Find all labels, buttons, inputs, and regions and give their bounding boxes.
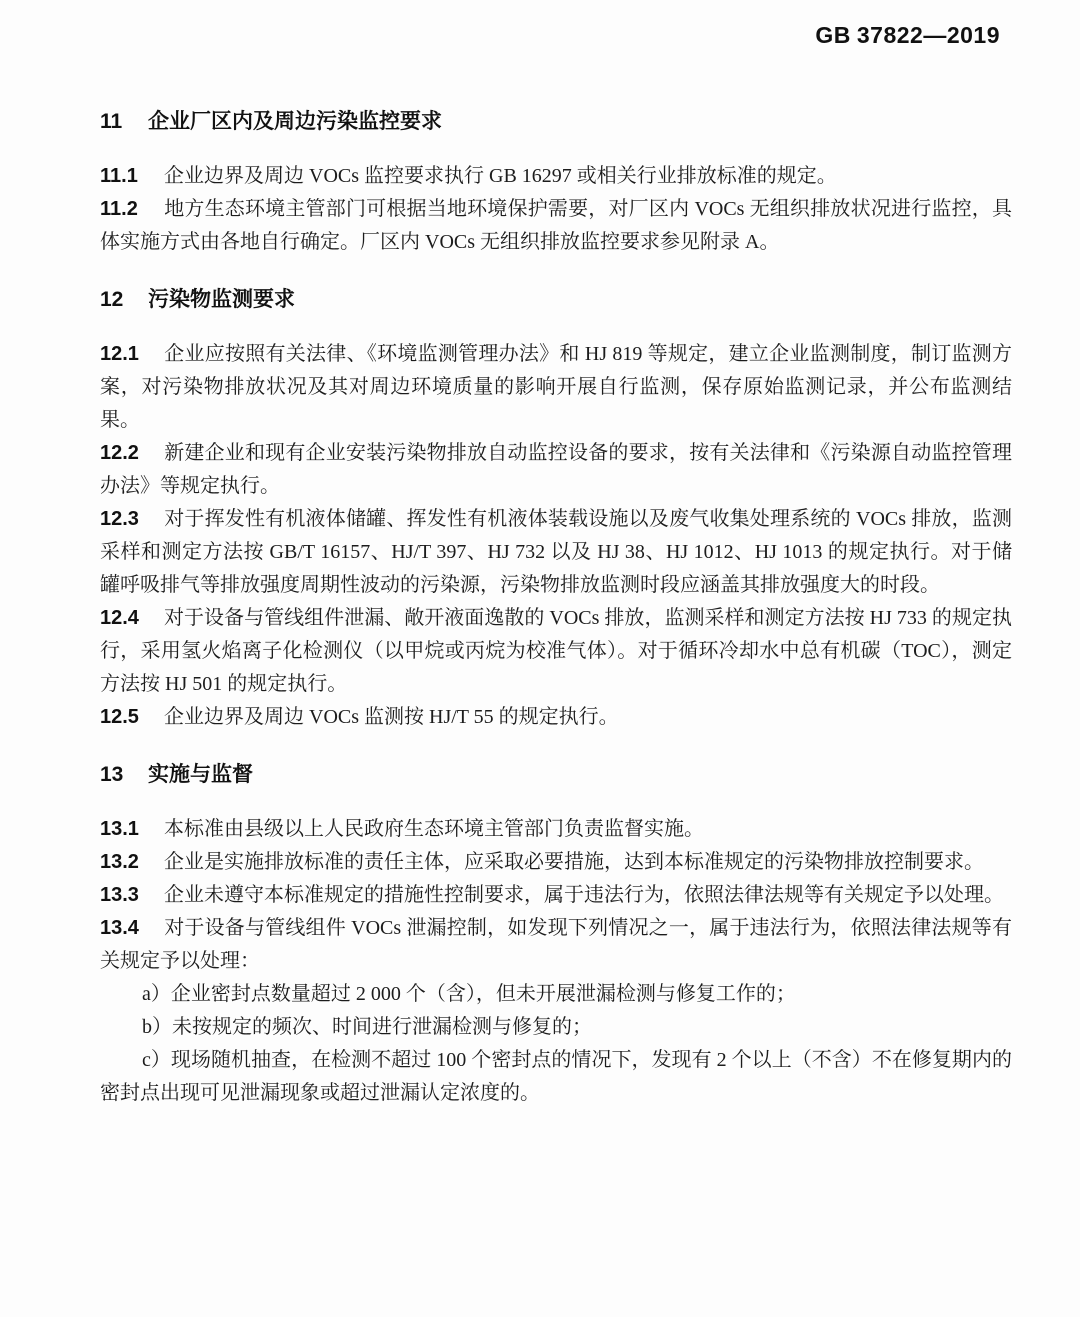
clause-number: 13.2: [100, 851, 139, 873]
clause-13-4-item-a: a）企业密封点数量超过 2 000 个（含），但未开展泄漏检测与修复工作的；: [142, 983, 796, 1005]
clause-11-1: [100, 160, 1012, 193]
clause-number: 11.1: [100, 165, 138, 187]
clause-12-3: [100, 503, 1012, 602]
clause-12-4: [100, 602, 1012, 701]
section-title: 实施与监督: [148, 763, 253, 786]
clause-text: 对于设备与管线组件 VOCs 泄漏控制，如发现下列情况之一，属于违法行为，依照法律法规等有关规定予以处理：: [100, 917, 1012, 972]
clause-13-2: [100, 846, 1012, 879]
section-number: 13: [100, 763, 124, 786]
clause-text: 企业未遵守本标准规定的措施性控制要求，属于违法行为，依照法律法规等有关规定予以处理。: [164, 884, 1004, 906]
clause-13-4-item-c: c）现场随机抽查，在检测不超过 100 个密封点的情况下，发现有 2 个以上（不含）不在修复期内的密封点出现可见泄漏现象或超过泄漏认定浓度的。: [100, 1049, 1012, 1104]
standard-code-header: [0, 0, 1080, 49]
clause-number: 12.1: [100, 343, 139, 365]
clause-number: 12.3: [100, 508, 139, 530]
document-content: [100, 105, 1012, 1110]
section-title: 污染物监测要求: [148, 288, 295, 311]
section-number: 11: [100, 110, 123, 133]
standard-prefix: GB: [815, 22, 851, 48]
clause-11-2: [100, 193, 1012, 259]
standard-number: 37822—2019: [856, 22, 1000, 48]
section-title: 企业厂区内及周边污染监控要求: [148, 110, 442, 133]
clause-13-3: [100, 879, 1012, 912]
clause-text: 企业边界及周边 VOCs 监测按 HJ/T 55 的规定执行。: [164, 706, 619, 728]
clause-text: 新建企业和现有企业安装污染物排放自动监控设备的要求，按有关法律和《污染源自动监控管理办法》等规定执行。: [100, 442, 1012, 497]
section-number: 12: [100, 288, 124, 311]
clause-text: 企业边界及周边 VOCs 监控要求执行 GB 16297 或相关行业排放标准的规定。: [164, 165, 837, 187]
clause-13-4: [100, 912, 1012, 978]
clause-number: 11.2: [100, 198, 138, 220]
section-heading-13: [100, 758, 1012, 791]
clause-text: 地方生态环境主管部门可根据当地环境保护需要，对厂区内 VOCs 无组织排放状况进行监控，具体实施方式由各地自行确定。厂区内 VOCs 无组织排放监控要求参见附录 A。: [100, 198, 1012, 253]
clause-text: 对于挥发性有机液体储罐、挥发性有机液体装载设施以及废气收集处理系统的 VOCs 排放，监测采样和测定方法按 GB/T 16157、HJ/T 397、HJ 732 以及 HJ 38、HJ 1012、HJ 1013 的规定执行。对于储罐呼吸排气等排放强度周期性波动的污染源，污染物排放监测时段应涵盖其排放强度大的时段。: [100, 508, 1012, 596]
clause-number: 13.4: [100, 917, 139, 939]
clause-number: 12.4: [100, 607, 139, 629]
clause-number: 12.5: [100, 706, 139, 728]
clause-12-5: [100, 701, 1012, 734]
clause-12-1: [100, 338, 1012, 437]
clause-13-4-item-b: b）未按规定的频次、时间进行泄漏检测与修复的；: [142, 1016, 592, 1038]
clause-text: 企业是实施排放标准的责任主体，应采取必要措施，达到本标准规定的污染物排放控制要求。: [164, 851, 984, 873]
clause-number: 13.1: [100, 818, 139, 840]
clause-number: 12.2: [100, 442, 139, 464]
clause-text: 对于设备与管线组件泄漏、敞开液面逸散的 VOCs 排放，监测采样和测定方法按 HJ 733 的规定执行，采用氢火焰离子化检测仪（以甲烷或丙烷为校准气体）。对于循环冷却水中总有机碳（TOC），测定方法按 HJ 501 的规定执行。: [100, 607, 1012, 695]
clause-12-2: [100, 437, 1012, 503]
clause-number: 13.3: [100, 884, 139, 906]
clause-text: 本标准由县级以上人民政府生态环境主管部门负责监督实施。: [164, 818, 704, 840]
section-heading-12: [100, 283, 1012, 316]
clause-text: 企业应按照有关法律、《环境监测管理办法》和 HJ 819 等规定，建立企业监测制度，制订监测方案，对污染物排放状况及其对周边环境质量的影响开展自行监测，保存原始监测记录，并公布监测结果。: [100, 343, 1012, 431]
clause-13-1: [100, 813, 1012, 846]
section-heading-11: [100, 105, 1012, 138]
